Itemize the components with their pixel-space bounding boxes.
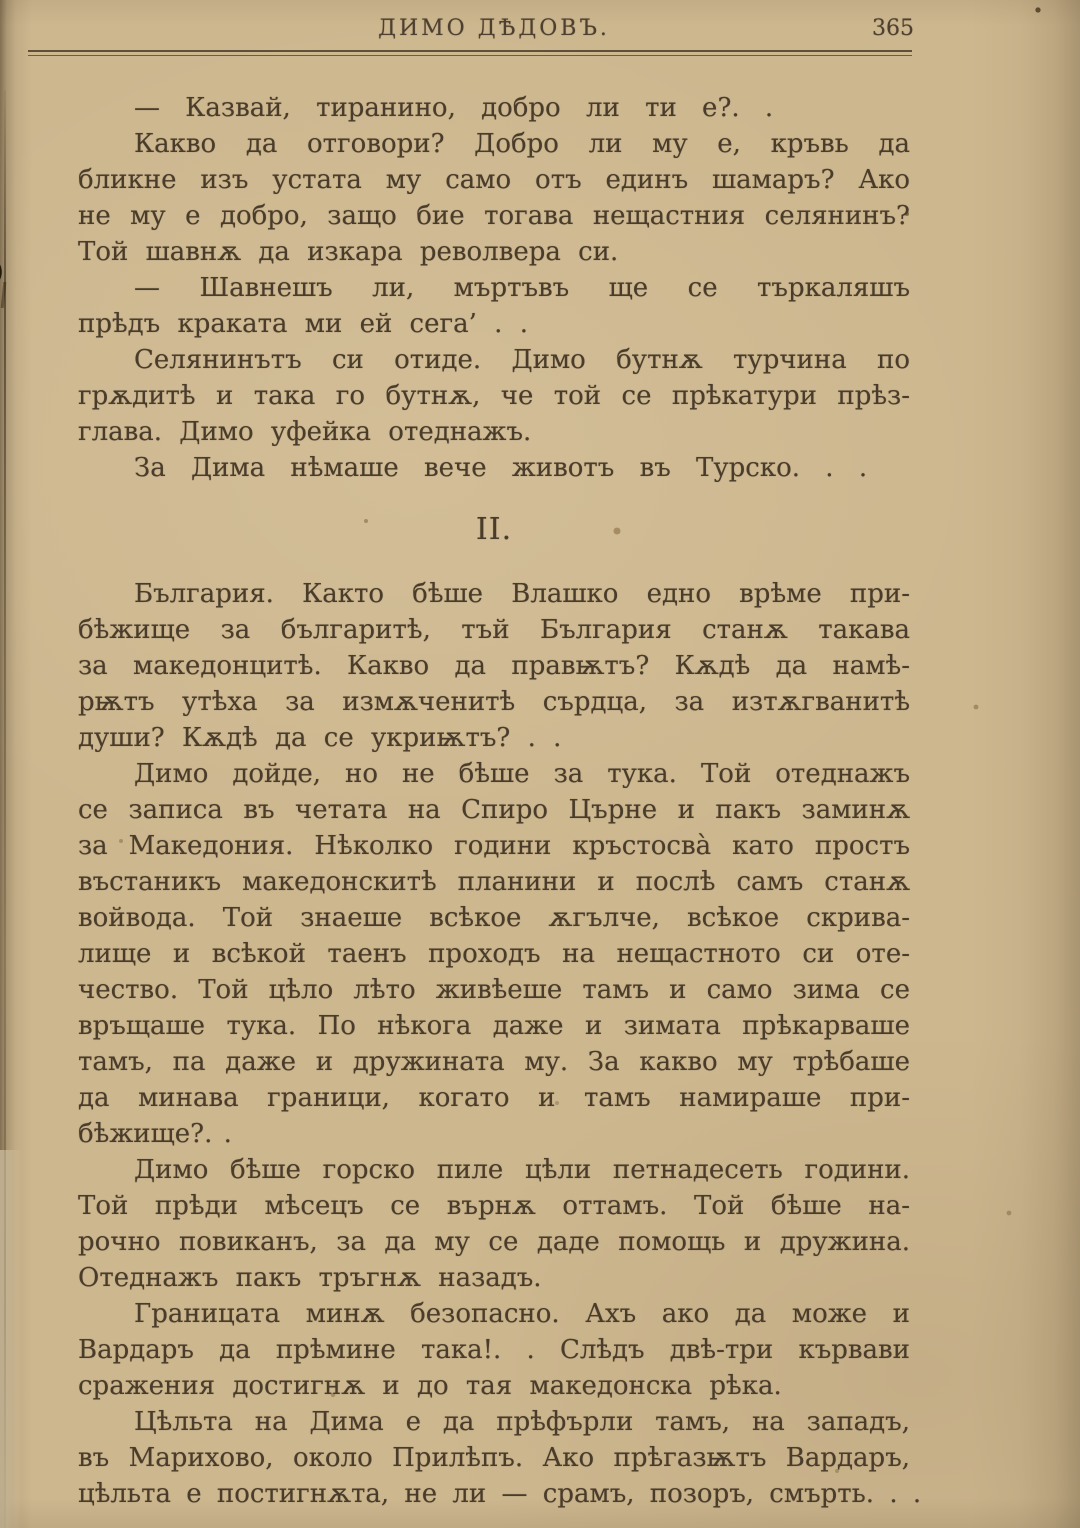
text-line: рочно повиканъ, за да му се даде помощь и дружина. [78,1227,910,1257]
text-line: рѭтъ утѣха за измѫченитѣ сърдца, за изтѫгванитѣ [78,687,910,717]
page-edge-mark [0,252,12,292]
text-line: глава. Димо уфейка отеднажъ. [78,417,532,447]
text-line: Отеднажъ пакъ тръгнѫ назадъ. [78,1263,542,1293]
text-line: прѣдъ краката ми ей сега’ . . [78,309,528,339]
text-line: бликне изъ устата му само отъ единъ шамаръ? Ако [78,165,910,195]
text-line: цѣльта е постигнѫта, не ли — срамъ, позоръ, смърть. . . [78,1479,922,1509]
text-line: души? Кѫдѣ да се укриѭтъ? . . [78,723,562,753]
text-line: не му е добро, защо бие тогава нещастния селянинъ? [78,201,910,231]
text-line: Границата минѫ безопасно. Ахъ ако да може и [134,1299,910,1329]
text-line: въстаникъ македонскитѣ планини и послѣ самъ станѫ [78,867,910,897]
text-line: — Казвай, тиранино, добро ли ти е?. . [134,93,774,123]
text-line: за македонцитѣ. Какво да правѭтъ? Кѫдѣ да намѣ- [78,651,910,681]
running-header-title: ДИМО ДѢДОВЪ. [378,16,610,41]
text-line: да минава граници, когато и тамъ намираше при- [78,1083,910,1113]
page-curl-edge [0,1150,22,1528]
paper-speckles [0,0,2,2]
text-line: Цѣльта на Дима е да прѣфърли тамъ, на западъ, [134,1407,910,1437]
text-line: за Македония. Нѣколко години кръстосва̀ като простъ [78,831,910,861]
text-line: лище и всѣкой таенъ проходъ на нещастното си оте- [78,939,910,969]
text-line: Какво да отговори? Добро ли му е, кръвь да [134,129,910,159]
text-line: Той шавнѫ да изкара револвера си. [78,237,619,267]
text-line: — Шавнешъ ли, мъртъвъ ще се търкаляшъ [134,273,910,303]
text-line: сражения достигнѫ и до тая македонска рѣка. [78,1371,782,1401]
text-line: Той прѣди мѣсецъ се върнѫ оттамъ. Той бѣше на- [78,1191,910,1221]
text-line: войвода. Той знаеше всѣкое ѫгълче, всѣкое скрива- [78,903,910,933]
text-line: бѣжище за българитѣ, тъй България станѫ такава [78,615,910,645]
body-text [78,90,922,1512]
text-line: Димо дойде, но не бѣше за тука. Той отеднажъ [134,759,910,789]
page-number: 365 [872,16,914,41]
text-line: тамъ, па даже и дружината му. За какво му трѣбаше [78,1047,910,1077]
text-line: чество. Той цѣло лѣто живѣеше тамъ и само зима се [78,975,910,1005]
text-line: За Дима нѣмаше вече животъ въ Турско. . . [134,453,868,483]
header-rule [28,50,912,56]
text-line: бѣжище?. . [78,1119,232,1149]
text-line: Димо бѣше горско пиле цѣли петнадесеть години. [134,1155,910,1185]
text-line: грѫдитѣ и така го бутнѫ, че той се прѣкатури прѣз- [78,381,910,411]
text-line: Вардаръ да прѣмине така!. . Слѣдъ двѣ-три кървави [78,1335,910,1365]
section-heading: II. [475,512,513,547]
text-line: България. Както бѣше Влашко едно врѣме при- [134,579,910,609]
text-line: въ Марихово, около Прилѣпъ. Ако прѣгазѭтъ Вардаръ, [78,1443,910,1473]
text-line: връщаше тука. По нѣкога даже и зимата прѣкарваше [78,1011,910,1041]
text-line: се записа въ четата на Спиро Църне и пакъ заминѫ [78,795,910,825]
text-line: Селянинътъ си отиде. Димо бутнѫ турчина по [134,345,910,375]
